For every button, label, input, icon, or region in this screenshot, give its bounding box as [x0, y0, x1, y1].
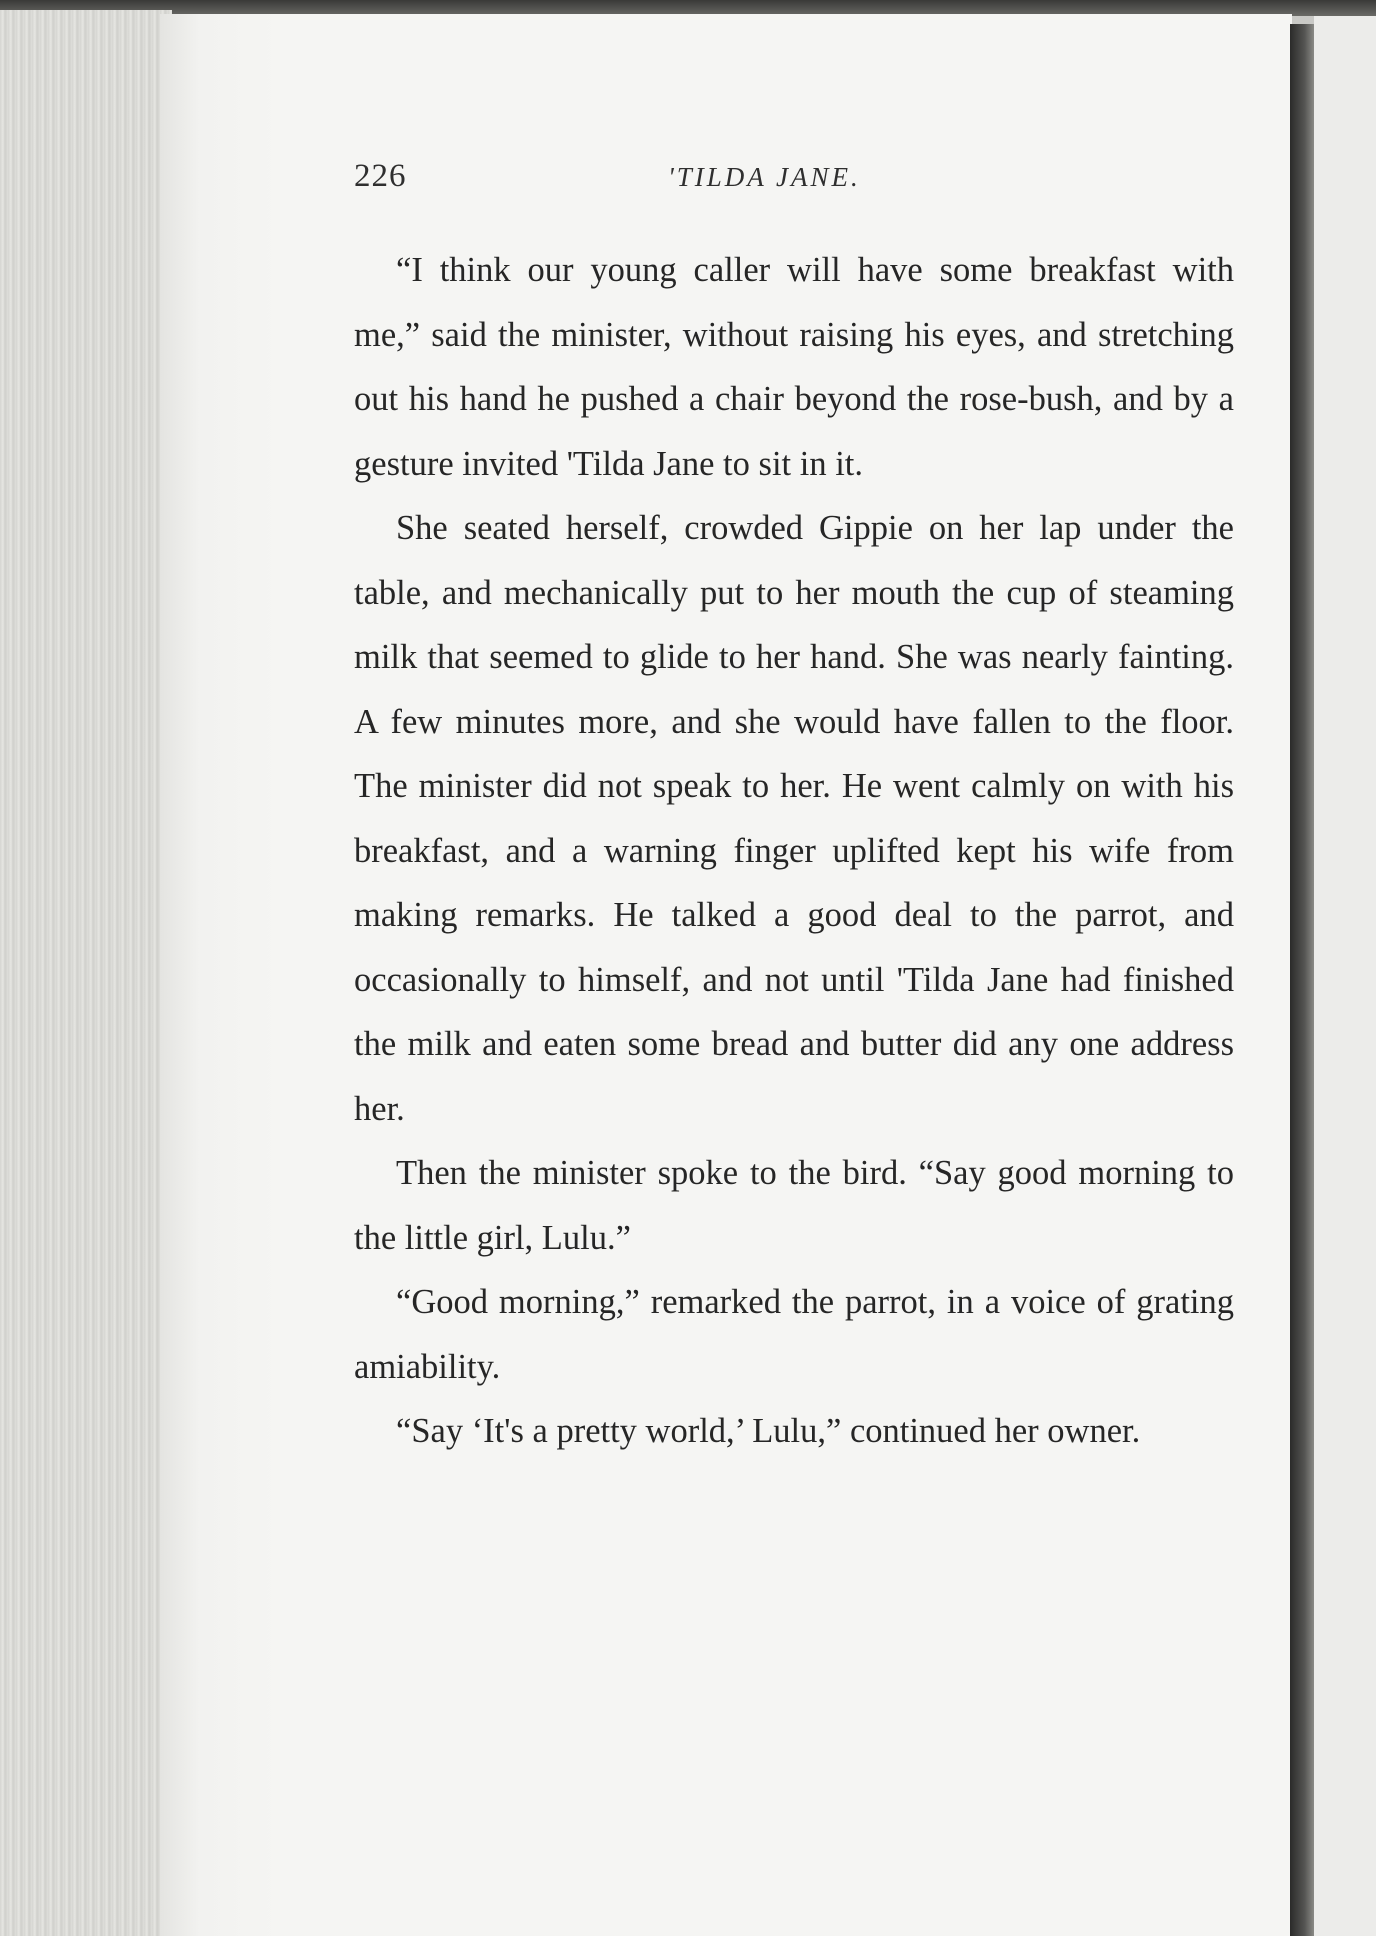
running-head — [354, 158, 1232, 198]
page-number: 226 — [354, 158, 407, 194]
running-title: 'TILDA JANE. — [668, 162, 861, 192]
page-stack-edge — [0, 10, 172, 1936]
body-text — [354, 238, 1234, 1464]
page-gutter-shadow — [1290, 24, 1314, 1936]
paragraph: “Good morning,” remarked the parrot, in a voice of grating amiability. — [354, 1283, 1234, 1386]
paragraph: She seated herself, crowded Gippie on her lap under the table, and mechanically put to her mouth the cup of steaming milk that seemed to glide to her hand. She was nearly fainting. A few minutes more, and she would have fallen to the floor. The minister did not speak to her. He went calmly on with his breakfast, and a warning finger uplifted kept his wife from making remarks. He talked a good deal to the parrot, and occasionally to himself, and not until 'Tilda Jane had finished the milk and eaten some bread and butter did any one address her. — [354, 509, 1234, 1128]
paragraph: “I think our young caller will have some breakfast with me,” said the minister, without raising his eyes, and stretching out his hand he pushed a chair beyond the rose-bush, and by a gesture invited 'Tilda Jane to sit in it. — [354, 251, 1234, 483]
facing-page-edge — [1314, 16, 1376, 1936]
paragraph: “Say ‘It's a pretty world,’ Lulu,” continued her owner. — [396, 1412, 1141, 1450]
paragraph: Then the minister spoke to the bird. “Say good morning to the little girl, Lulu.” — [354, 1154, 1234, 1257]
